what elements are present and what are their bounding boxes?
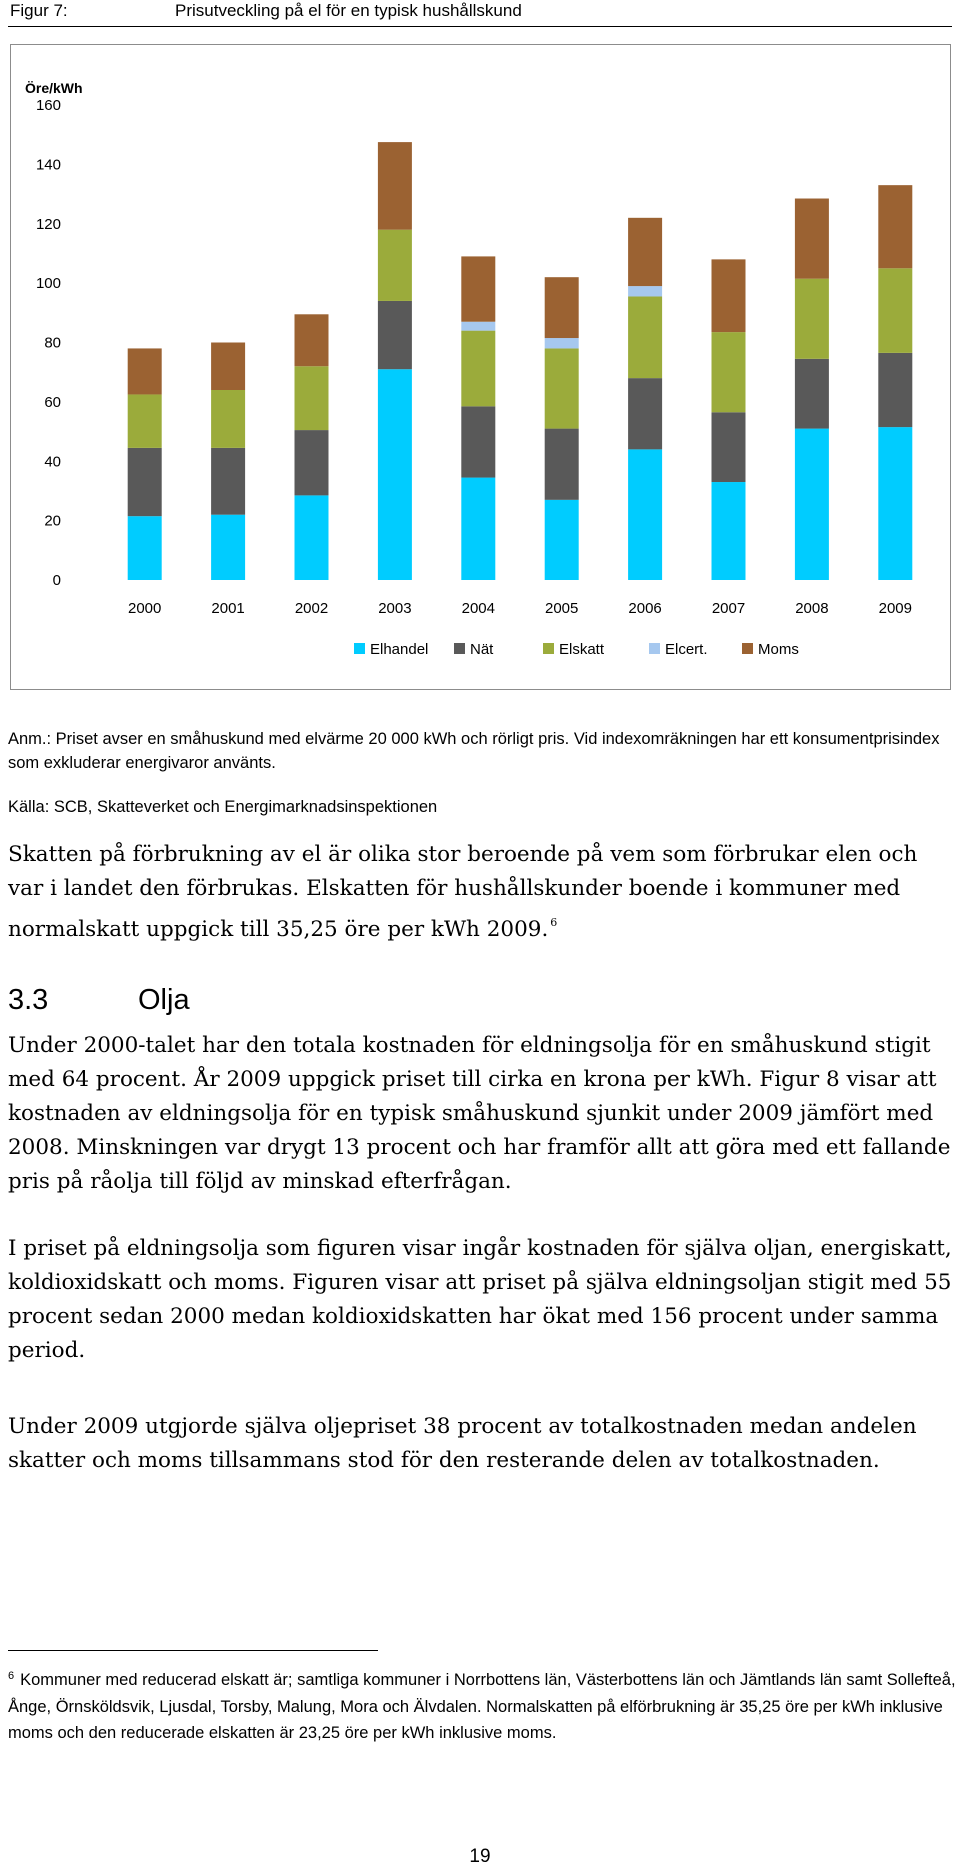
footnote-mark: 6: [8, 1670, 15, 1682]
legend-swatch: [742, 643, 753, 654]
y-tick-label: 160: [35, 97, 61, 114]
bar-segment: [211, 448, 245, 515]
bar-segment: [628, 449, 662, 580]
bar-segment: [712, 412, 746, 482]
bar-segment: [128, 448, 162, 516]
bar-segment: [878, 353, 912, 427]
bar-segment: [712, 259, 746, 332]
bar-segment: [628, 378, 662, 449]
bar-segment: [628, 296, 662, 378]
footnote-divider: [8, 1650, 378, 1651]
stacked-bar-chart: [11, 45, 950, 689]
paragraph-text: Skatten på förbrukning av el är olika stor beroende på vem som förbrukar elen och var i landet den förbrukas. Elskatten för hushållskunder boende i kommuner med normalskatt uppgick till 35,25 öre per kWh 2009.: [8, 842, 918, 942]
y-tick-label: 100: [35, 275, 61, 293]
legend-label: Nät: [470, 641, 494, 658]
chart-source: Källa: SCB, Skatteverket och Energimarknadsinspektionen: [8, 798, 438, 816]
bar-segment: [545, 277, 579, 338]
chart-frame: [10, 44, 951, 690]
bar-segment: [461, 478, 495, 580]
x-tick-label: 2009: [878, 600, 912, 617]
y-tick-label: 40: [44, 453, 61, 471]
figure-header: [8, 0, 952, 27]
x-tick-label: 2000: [128, 600, 162, 617]
paragraph-oil-price-share: Under 2009 utgjorde själva oljepriset 38 procent av totalkostnaden medan andelen skatter och moms tillsammans stod för den resterande delen av totalkostnaden.: [8, 1414, 917, 1473]
x-tick-label: 2006: [628, 600, 662, 617]
bar-segment: [128, 394, 162, 447]
y-axis-unit-label: Öre/kWh: [25, 80, 83, 96]
footnote: [8, 1663, 958, 1747]
bar-segment: [211, 515, 245, 580]
bar-segment: [461, 256, 495, 321]
bar-segment: [795, 279, 829, 359]
bar-segment: [378, 142, 412, 230]
legend-swatch: [649, 643, 660, 654]
bar-segment: [545, 338, 579, 348]
x-tick-label: 2007: [711, 600, 746, 617]
bar-segment: [128, 348, 162, 394]
bar-segment: [211, 343, 245, 391]
section-heading: [8, 984, 190, 1017]
x-tick-label: 2002: [294, 600, 329, 617]
y-tick-label: 120: [35, 215, 61, 233]
bar-segment: [295, 366, 329, 430]
bar-segment: [712, 482, 746, 580]
x-tick-label: 2005: [545, 600, 579, 617]
legend-swatch: [543, 643, 554, 654]
bar-segment: [461, 406, 495, 477]
bar-segment: [128, 516, 162, 580]
legend-swatch: [354, 643, 365, 654]
legend-swatch: [454, 643, 465, 654]
bar-segment: [211, 390, 245, 448]
legend-label: Elhandel: [370, 641, 429, 658]
y-tick-label: 140: [35, 156, 61, 174]
y-tick-label: 60: [44, 393, 61, 411]
page-number: 19: [469, 1846, 491, 1867]
bar-segment: [545, 429, 579, 500]
bar-segment: [712, 332, 746, 412]
bar-segment: [878, 427, 912, 580]
section-number: 3.3: [8, 984, 49, 1016]
bar-segment: [628, 286, 662, 296]
figure-title: Prisutveckling på el för en typisk hushållskund: [175, 1, 522, 20]
y-tick-label: 20: [44, 512, 61, 530]
bar-segment: [295, 430, 329, 495]
bar-segment: [545, 500, 579, 580]
legend-label: Moms: [758, 641, 799, 658]
y-tick-label: 0: [52, 572, 61, 589]
bar-segment: [795, 429, 829, 580]
bar-segment: [795, 359, 829, 429]
chart-note: Anm.: Priset avser en småhuskund med elvärme 20 000 kWh och rörligt pris. Vid indexomräkningen har ett konsumentprisindex som exkluderar energivaror använts.: [8, 730, 940, 772]
bar-segment: [295, 495, 329, 580]
bar-segment: [378, 369, 412, 580]
legend-label: Elcert.: [665, 641, 708, 658]
bar-segment: [628, 218, 662, 286]
x-tick-label: 2001: [211, 600, 245, 617]
section-title: Olja: [138, 984, 190, 1016]
bar-segment: [461, 322, 495, 331]
x-tick-label: 2004: [461, 600, 495, 617]
paragraph-electricity-tax: [8, 838, 958, 947]
y-tick-label: 80: [44, 334, 61, 352]
paragraph-oil-price-components: I priset på eldningsolja som figuren visar ingår kostnaden för själva oljan, energiskatt, koldioxidskatt och moms. Figuren visar att priset på själva eldningsoljan stigit med 55 procent sedan 2000 medan koldioxidskatten har ökat med 156 procent under samma period.: [8, 1236, 952, 1363]
bar-segment: [461, 331, 495, 407]
bar-segment: [378, 230, 412, 301]
bar-segment: [295, 314, 329, 366]
x-tick-label: 2008: [795, 600, 829, 617]
legend-label: Elskatt: [559, 641, 605, 658]
bar-segment: [878, 185, 912, 268]
bar-segment: [378, 301, 412, 369]
bar-segment: [878, 268, 912, 353]
footnote-text: Kommuner med reducerad elskatt är; samtliga kommuner i Norrbottens län, Västerbottens län och Jämtlands län samt Sollefteå, Ånge, Örnsköldsvik, Ljusdal, Torsby, Malung, Mora och Älvdalen. Normalskatten på elförbrukning är 35,25 öre per kWh inklusive moms och den reducerade elskatten är 23,25 öre per kWh inklusive moms.: [8, 1671, 956, 1742]
footnote-reference: 6: [550, 916, 558, 929]
figure-label: Figur 7:: [10, 1, 68, 20]
paragraph-oil-cost: Under 2000-talet har den totala kostnaden för eldningsolja för en småhuskund stigit med 64 procent. År 2009 uppgick priset till cirka en krona per kWh. Figur 8 visar att kostnaden av eldningsolja för en typisk småhuskund sjunkit under 2009 jämfört med 2008. Minskningen var drygt 13 procent och har framför allt att göra med ett fallande pris på råolja till följd av minskad efterfrågan.: [8, 1033, 951, 1194]
bar-segment: [795, 199, 829, 279]
x-tick-label: 2003: [378, 600, 412, 617]
bar-segment: [545, 348, 579, 428]
